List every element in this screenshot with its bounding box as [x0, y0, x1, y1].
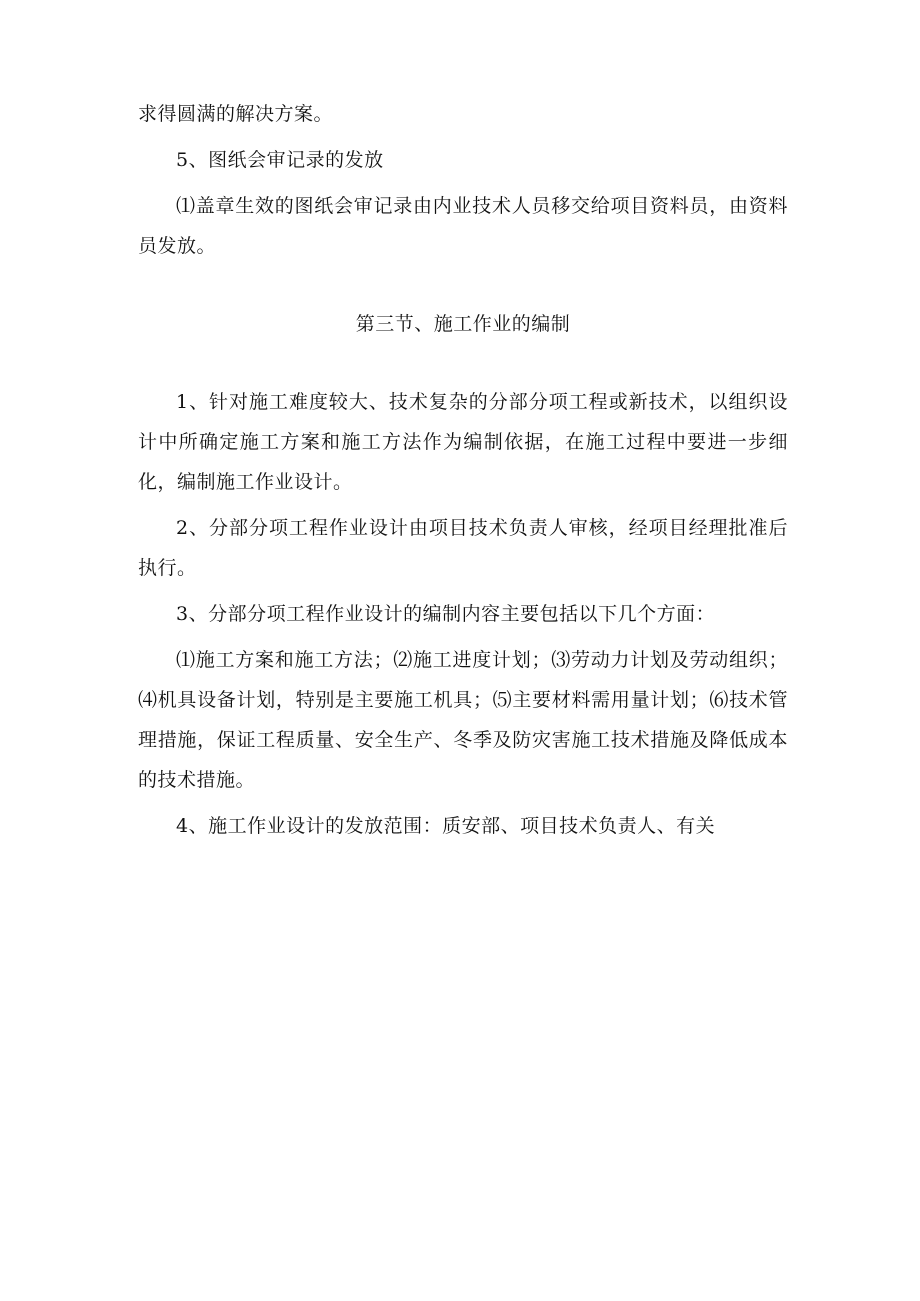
paragraph-item-5-heading: 5、图纸会审记录的发放 [176, 149, 384, 171]
paragraph-continuation: 求得圆满的解决方案。 [138, 103, 334, 125]
paragraph-point-3: 3、分部分项工程作业设计的编制内容主要包括以下几个方面： [176, 603, 716, 625]
paragraph-point-4: 4、施工作业设计的发放范围：质安部、项目技术负责人、有关 [176, 815, 716, 837]
paragraph-item-5-1: ⑴盖章生效的图纸会审记录由内业技术人员移交给项目资料员，由资料员发放。 [138, 195, 788, 257]
paragraph-point-1: 1、针对施工难度较大、技术复杂的分部分项工程或新技术，以组织设计中所确定施工方案和施工方法作为编制依据，在施工过程中要进一步细化，编制施工作业设计。 [138, 391, 788, 493]
section-heading: 第三节、施工作业的编制 [355, 313, 571, 335]
paragraph-point-2: 2、分部分项工程作业设计由项目技术负责人审核，经项目经理批准后执行。 [138, 517, 788, 579]
paragraph-point-3-items: ⑴施工方案和施工方法；⑵施工进度计划；⑶劳动力计划及劳动组织；⑷机具设备计划，特别是主要施工机具；⑸主要材料需用量计划；⑹技术管理措施，保证工程质量、安全生产、冬季及防灾害施工技术措施及降低成本的技术措施。 [138, 649, 788, 791]
document-body [138, 94, 788, 846]
